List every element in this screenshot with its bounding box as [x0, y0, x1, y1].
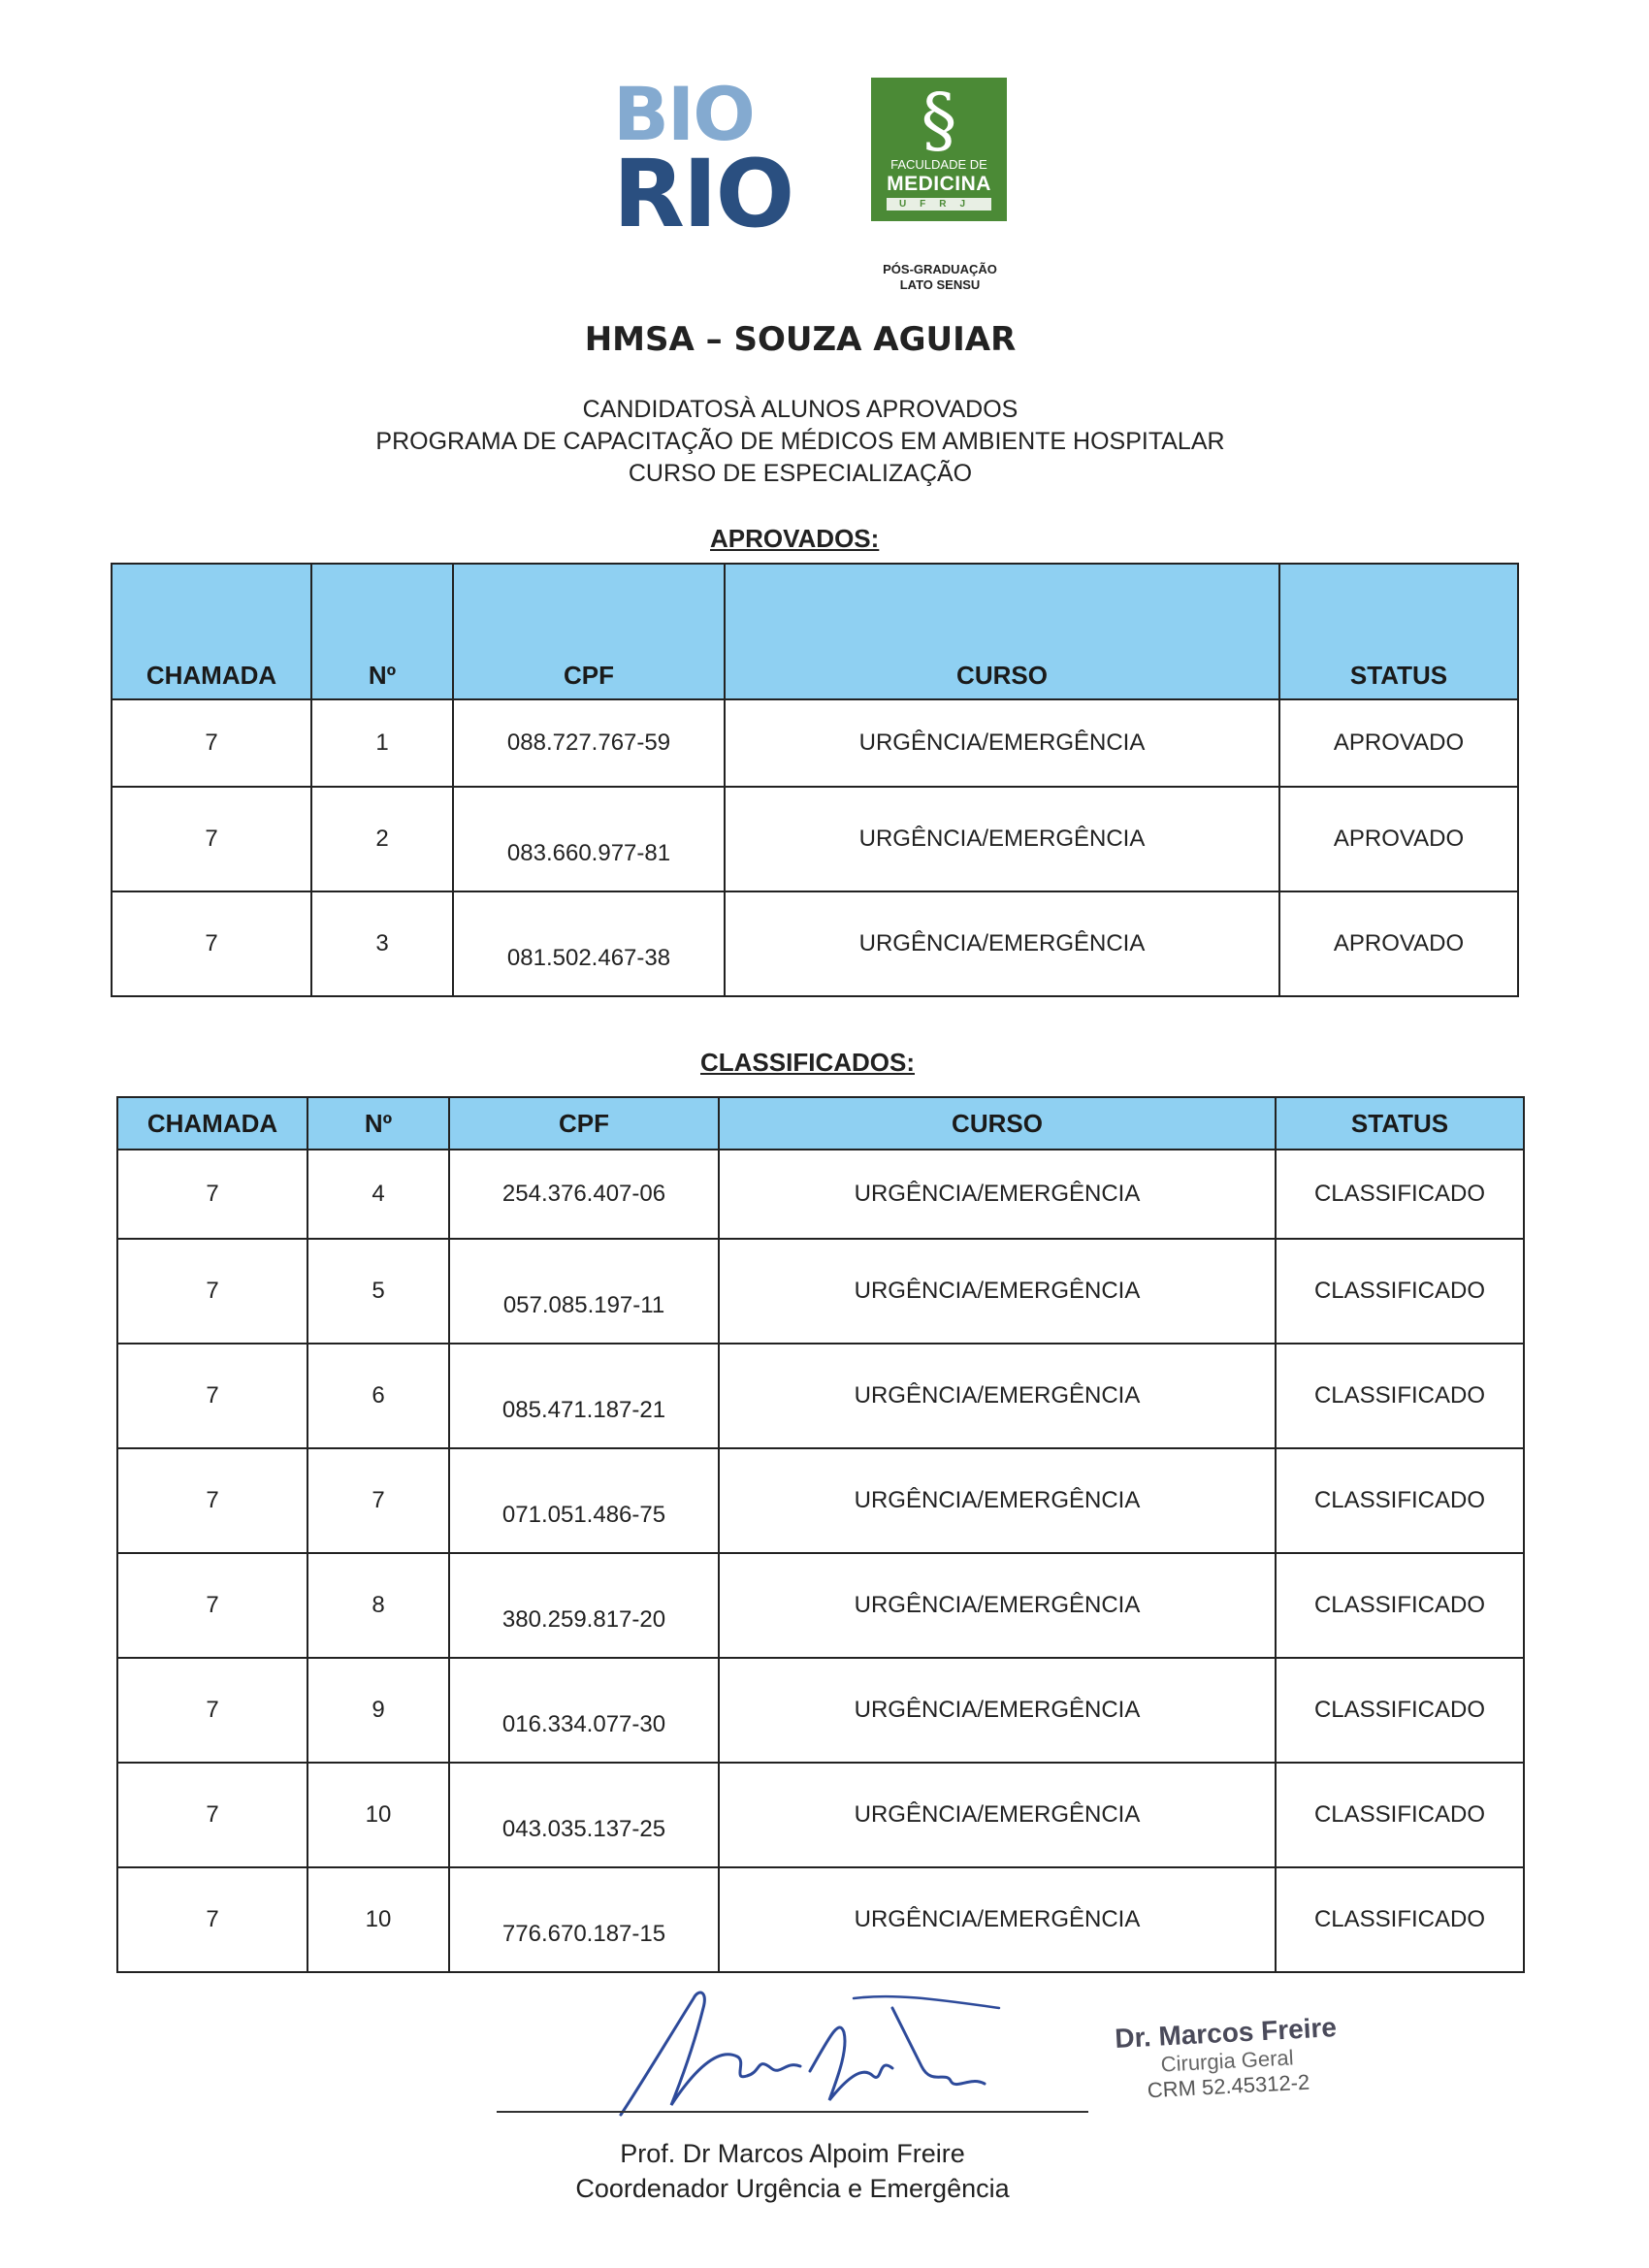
table-row	[117, 1763, 1524, 1867]
cell-numero: 8	[307, 1553, 449, 1658]
cell-curso: URGÊNCIA/EMERGÊNCIA	[719, 1867, 1276, 1972]
cell-curso: URGÊNCIA/EMERGÊNCIA	[725, 699, 1279, 787]
cell-cpf: 776.670.187-15	[449, 1867, 719, 1972]
cell-cpf: 043.035.137-25	[449, 1763, 719, 1867]
cell-curso: URGÊNCIA/EMERGÊNCIA	[719, 1553, 1276, 1658]
signature-line	[497, 2111, 1088, 2113]
subtitle-3: CURSO DE ESPECIALIZAÇÃO	[628, 460, 973, 487]
cell-chamada: 7	[112, 891, 311, 996]
cell-numero: 9	[307, 1658, 449, 1763]
cell-chamada: 7	[117, 1448, 307, 1553]
table-row	[117, 1239, 1524, 1344]
cell-curso: URGÊNCIA/EMERGÊNCIA	[719, 1763, 1276, 1867]
bio-rio-logo-bottom: RIO	[613, 140, 793, 248]
cell-curso: URGÊNCIA/EMERGÊNCIA	[725, 891, 1279, 996]
cell-cpf: 088.727.767-59	[453, 699, 725, 787]
cell-cpf: 380.259.817-20	[449, 1553, 719, 1658]
table-row	[117, 1867, 1524, 1972]
table-row	[117, 1658, 1524, 1763]
classificados-table	[116, 1096, 1525, 1973]
handwritten-signature	[601, 1979, 1009, 2124]
classificados-header-row	[117, 1097, 1524, 1150]
cell-curso: URGÊNCIA/EMERGÊNCIA	[719, 1448, 1276, 1553]
stamp-line2: Cirurgia Geral	[1160, 2045, 1295, 2077]
subtitle-2: PROGRAMA DE CAPACITAÇÃO DE MÉDICOS EM AMBIENTE HOSPITALAR	[375, 428, 1225, 455]
faculdade-medicina-logo	[871, 78, 1007, 221]
cell-chamada: 7	[117, 1344, 307, 1448]
table-row	[117, 1553, 1524, 1658]
cell-numero: 2	[311, 787, 453, 891]
cell-numero: 6	[307, 1344, 449, 1448]
table-row	[117, 1150, 1524, 1239]
cell-cpf: 081.502.467-38	[453, 891, 725, 996]
col-cpf: CPF	[453, 564, 725, 699]
cell-status: CLASSIFICADO	[1276, 1553, 1524, 1658]
cell-chamada: 7	[112, 699, 311, 787]
table-row	[117, 1448, 1524, 1553]
cell-chamada: 7	[117, 1150, 307, 1239]
col-chamada: CHAMADA	[117, 1097, 307, 1150]
cell-chamada: 7	[117, 1763, 307, 1867]
cell-status: APROVADO	[1279, 891, 1518, 996]
cell-cpf: 016.334.077-30	[449, 1658, 719, 1763]
col-status: STATUS	[1276, 1097, 1524, 1150]
cell-status: CLASSIFICADO	[1276, 1763, 1524, 1867]
cell-status: CLASSIFICADO	[1276, 1239, 1524, 1344]
cell-numero: 7	[307, 1448, 449, 1553]
cell-cpf: 085.471.187-21	[449, 1344, 719, 1448]
cell-curso: URGÊNCIA/EMERGÊNCIA	[719, 1344, 1276, 1448]
pos-line1: PÓS-GRADUAÇÃO	[883, 262, 997, 276]
col-numero: Nº	[311, 564, 453, 699]
table-row	[112, 891, 1518, 996]
classificados-heading: CLASSIFICADOS:	[700, 1048, 915, 1077]
cell-numero: 1	[311, 699, 453, 787]
col-curso: CURSO	[725, 564, 1279, 699]
cell-status: CLASSIFICADO	[1276, 1448, 1524, 1553]
cell-chamada: 7	[117, 1658, 307, 1763]
table-row	[112, 699, 1518, 787]
cell-curso: URGÊNCIA/EMERGÊNCIA	[719, 1239, 1276, 1344]
faculdade-line2: MEDICINA	[887, 173, 991, 195]
cell-status: CLASSIFICADO	[1276, 1344, 1524, 1448]
signature-role: Coordenador Urgência e Emergência	[575, 2174, 1010, 2203]
cell-numero: 10	[307, 1763, 449, 1867]
col-numero: Nº	[307, 1097, 449, 1150]
cell-status: APROVADO	[1279, 787, 1518, 891]
signature-name: Prof. Dr Marcos Alpoim Freire	[620, 2139, 965, 2168]
col-status: STATUS	[1279, 564, 1518, 699]
cell-curso: URGÊNCIA/EMERGÊNCIA	[719, 1150, 1276, 1239]
col-curso: CURSO	[719, 1097, 1276, 1150]
cell-cpf: 083.660.977-81	[453, 787, 725, 891]
cell-numero: 4	[307, 1150, 449, 1239]
cell-status: CLASSIFICADO	[1276, 1658, 1524, 1763]
bio-rio-logo	[613, 71, 819, 248]
faculdade-line1: FACULDADE DE	[890, 157, 987, 172]
pos-line2: LATO SENSU	[899, 277, 981, 292]
cell-status: APROVADO	[1279, 699, 1518, 787]
cell-chamada: 7	[117, 1553, 307, 1658]
stamp-line1: Dr. Marcos Freire	[1114, 2012, 1338, 2055]
cell-cpf: 071.051.486-75	[449, 1448, 719, 1553]
cell-chamada: 7	[117, 1239, 307, 1344]
cell-chamada: 7	[112, 787, 311, 891]
aprovados-table	[111, 563, 1519, 997]
aprovados-header-row	[112, 564, 1518, 699]
stamp-line3: CRM 52.45312-2	[1147, 2069, 1310, 2103]
col-cpf: CPF	[449, 1097, 719, 1150]
cell-cpf: 254.376.407-06	[449, 1150, 719, 1239]
table-row	[117, 1344, 1524, 1448]
pos-graduacao-label	[854, 262, 1026, 293]
cell-curso: URGÊNCIA/EMERGÊNCIA	[725, 787, 1279, 891]
bio-rio-logo-top: BIO	[613, 71, 754, 157]
cell-status: CLASSIFICADO	[1276, 1867, 1524, 1972]
cell-chamada: 7	[117, 1867, 307, 1972]
cell-status: CLASSIFICADO	[1276, 1150, 1524, 1239]
cell-numero: 3	[311, 891, 453, 996]
medicine-symbol-icon: §	[921, 79, 957, 162]
subtitle-1: CANDIDATOSÀ ALUNOS APROVADOS	[582, 396, 1018, 423]
doctor-stamp	[1114, 2012, 1341, 2105]
aprovados-heading: APROVADOS:	[710, 524, 880, 553]
cell-cpf: 057.085.197-11	[449, 1239, 719, 1344]
faculdade-line3: UFRJ	[887, 198, 991, 211]
table-row	[112, 787, 1518, 891]
cell-curso: URGÊNCIA/EMERGÊNCIA	[719, 1658, 1276, 1763]
cell-numero: 10	[307, 1867, 449, 1972]
col-chamada: CHAMADA	[112, 564, 311, 699]
page-title: HMSA – SOUZA AGUIAR	[584, 320, 1017, 359]
cell-numero: 5	[307, 1239, 449, 1344]
